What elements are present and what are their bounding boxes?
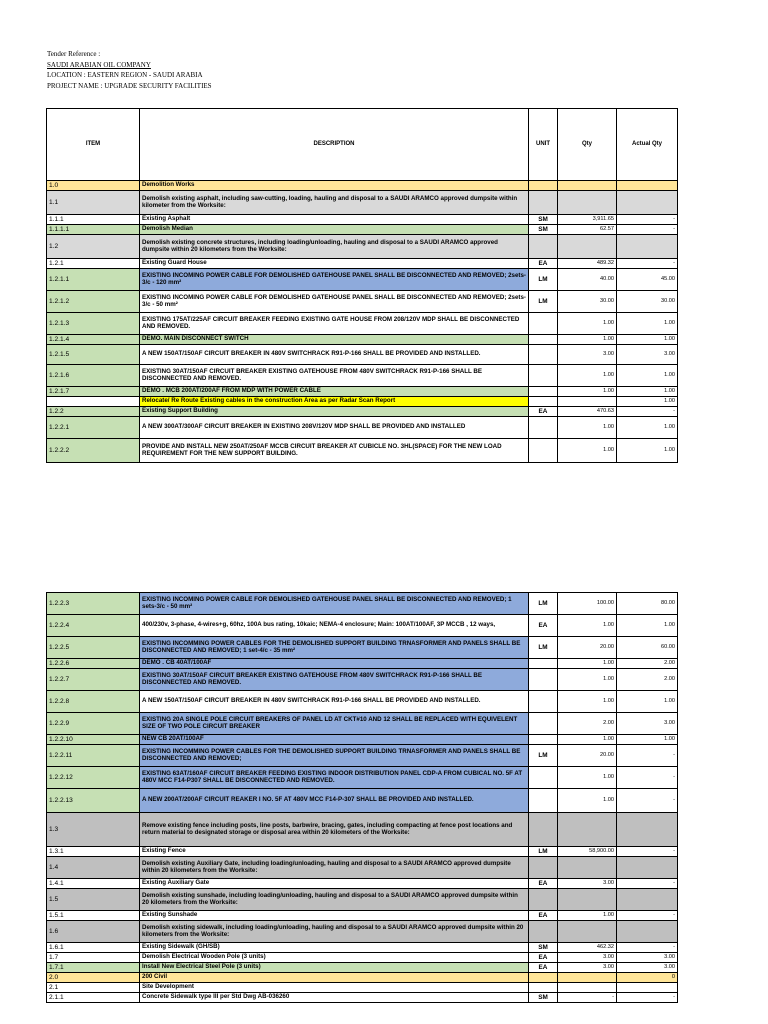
qty-cell: 1.00 [558,439,617,463]
item-cell: 1.6 [47,921,140,943]
item-cell: 1.2.2.4 [47,615,140,637]
qty-cell [558,397,617,407]
unit-cell [529,713,558,735]
table-row [47,615,678,637]
description-cell: DEMO . CB 40AT/100AF [140,659,529,669]
actual-qty-cell: 1.00 [617,735,678,745]
table-row [47,397,678,407]
item-cell: 1.2.1.6 [47,365,140,387]
actual-qty-cell: - [617,911,678,921]
item-cell: 1.2.2.3 [47,593,140,615]
item-cell: 1.1 [47,191,140,215]
qty-cell: 1.00 [558,789,617,813]
actual-qty-cell: 1.00 [617,691,678,713]
table-row [47,973,678,983]
unit-cell: SM [529,943,558,953]
unit-cell: EA [529,407,558,417]
table-row [47,735,678,745]
item-cell: 1.2.2.5 [47,637,140,659]
unit-cell: SM [529,225,558,235]
unit-cell [529,857,558,879]
description-cell: EXISTING 63AT/160AF CIRCUIT BREAKER FEEDING EXISTING INDOOR DISTRIBUTION PANEL CDP-A FROM CUBICAL NO. 5F AT 480V MCC F14-P307 SHALL BE DISCONNECTED AND REMOVED. [140,767,529,789]
actual-qty-cell: - [617,407,678,417]
qty-cell: 40.00 [558,269,617,291]
actual-qty-cell: - [617,225,678,235]
unit-cell: EA [529,615,558,637]
unit-cell [529,313,558,335]
table-row [47,417,678,439]
description-cell: A NEW 200AT/200AF CIRCUIT REAKER I NO. 5F AT 480V MCC F14-P-307 SHALL BE PROVIDED AND INSTALLED. [140,789,529,813]
qty-cell: 1.00 [558,767,617,789]
actual-qty-cell: 1.00 [617,615,678,637]
qty-cell: 58,900.00 [558,847,617,857]
table-row [47,813,678,847]
actual-qty-cell: 3.00 [617,963,678,973]
unit-cell [529,397,558,407]
item-cell: 1.2.1.3 [47,313,140,335]
item-cell: 1.3.1 [47,847,140,857]
actual-qty-cell: 3.00 [617,953,678,963]
item-cell: 1.2.1.1 [47,269,140,291]
unit-cell: SM [529,993,558,1003]
unit-cell [529,439,558,463]
description-cell: EXISTING INCOMMING POWER CABLES FOR THE DEMOLISHED SUPPORT BUILDING TRNASFORMER AND PANELS SHALL BE DISCONNECTED AND REMOVED; [140,745,529,767]
qty-cell: 2.00 [558,713,617,735]
table-row [47,713,678,735]
qty-cell: 3,911.65 [558,215,617,225]
table-row [47,345,678,365]
description-cell: Remove existing fence including posts, line posts, barbwire, bracing, gates, including compacting at fence post locations and return material to designated storage or disposal area within 20 kilometers of the Worksite: [140,813,529,847]
qty-cell [558,983,617,993]
item-cell: 1.2.2.1 [47,417,140,439]
description-cell: DEMO . MCB 200AT/200AF FROM MDP WITH POWER CABLE [140,387,529,397]
description-cell: DEMO. MAIN DISCONNECT SWITCH [140,335,529,345]
qty-cell: 3.00 [558,879,617,889]
item-cell: 1.7.1 [47,963,140,973]
table-row [47,745,678,767]
table-row [47,669,678,691]
description-cell: A NEW 150AT/150AF CIRCUIT BREAKER IN 480V SWITCHRACK R91-P-166 SHALL BE PROVIDED AND INSTALLED. [140,691,529,713]
table-row [47,259,678,269]
actual-qty-cell [617,921,678,943]
table-row [47,983,678,993]
col-actual-qty: Actual Qty [617,109,678,181]
table-row [47,407,678,417]
item-cell: 1.2.1.4 [47,335,140,345]
item-cell: 1.1.1.1 [47,225,140,235]
unit-cell [529,659,558,669]
actual-qty-cell: 3.00 [617,713,678,735]
actual-qty-cell: 1.00 [617,397,678,407]
item-cell: 1.2.2.7 [47,669,140,691]
description-cell: Existing Sunshade [140,911,529,921]
table-row [47,181,678,191]
table-row [47,659,678,669]
boq-table-1 [46,108,678,463]
qty-cell [558,191,617,215]
description-cell: Demolish Median [140,225,529,235]
actual-qty-cell: - [617,943,678,953]
table-header-row [47,109,678,181]
item-cell: 1.2.2.8 [47,691,140,713]
table-row [47,789,678,813]
description-cell: EXISTING INCOMING POWER CABLE FOR DEMOLISHED GATEHOUSE PANEL SHALL BE DISCONNECTED AND REMOVED; 1 sets-3/c - 50 mm² [140,593,529,615]
actual-qty-cell [617,191,678,215]
item-cell: 1.5.1 [47,911,140,921]
item-cell: 1.4 [47,857,140,879]
qty-cell: 1.00 [558,335,617,345]
item-cell: 1.2.1 [47,259,140,269]
description-cell: Existing Support Building [140,407,529,417]
table-row [47,767,678,789]
actual-qty-cell: - [617,847,678,857]
actual-qty-cell: - [617,993,678,1003]
unit-cell [529,417,558,439]
actual-qty-cell: 30.00 [617,291,678,313]
unit-cell: LM [529,291,558,313]
item-cell: 2.0 [47,973,140,983]
table-row [47,269,678,291]
actual-qty-cell [617,181,678,191]
unit-cell [529,973,558,983]
actual-qty-cell: 2.00 [617,669,678,691]
col-item: ITEM [47,109,140,181]
tender-reference: Tender Reference : [47,50,101,58]
item-cell [47,397,140,407]
qty-cell: 3.00 [558,963,617,973]
table-row [47,313,678,335]
qty-cell: 1.00 [558,365,617,387]
actual-qty-cell [617,813,678,847]
description-cell: EXISTING INCOMING POWER CABLE FOR DEMOLISHED GATEHOUSE PANEL SHALL BE DISCONNECTED AND REMOVED; 2sets-3/c - 50 mm² [140,291,529,313]
table-row [47,911,678,921]
qty-cell: 30.00 [558,291,617,313]
qty-cell: 1.00 [558,691,617,713]
unit-cell [529,921,558,943]
unit-cell [529,387,558,397]
qty-cell: 20.00 [558,637,617,659]
qty-cell: 489.32 [558,259,617,269]
item-cell: 1.2.2.11 [47,745,140,767]
unit-cell: EA [529,963,558,973]
qty-cell: 470.63 [558,407,617,417]
unit-cell [529,983,558,993]
unit-cell: EA [529,879,558,889]
description-cell: Site Development [140,983,529,993]
description-cell: Demolish Electrical Wooden Pole (3 units) [140,953,529,963]
item-cell: 1.4.1 [47,879,140,889]
description-cell: EXISTING 20A SINGLE POLE CIRCUIT BREAKERS OF PANEL LD AT CKT#10 AND 12 SHALL BE REPLACED WITH EQUIVELENT SIZE OF TWO POLE CIRCUIT BREAKER [140,713,529,735]
item-cell: 1.2.2.13 [47,789,140,813]
qty-cell [558,181,617,191]
item-cell: 1.2.2.9 [47,713,140,735]
project-name: PROJECT NAME : UPGRADE SECURITY FACILITIES [47,81,212,90]
description-cell: EXISTING 30AT/150AF CIRCUIT BREAKER EXISTING GATEHOUSE FROM 480V SWITCHRACK R91-P-166 SHALL BE DISCONNECTED AND REMOVED. [140,365,529,387]
description-cell: Existing Asphalt [140,215,529,225]
actual-qty-cell: - [617,879,678,889]
actual-qty-cell: - [617,215,678,225]
actual-qty-cell: - [617,767,678,789]
unit-cell [529,789,558,813]
item-cell: 1.5 [47,889,140,911]
qty-cell: 100.00 [558,593,617,615]
description-cell: Relocate/ Re Route Existing cables in the construction Area as per Radar Scan Report [140,397,529,407]
table-row [47,335,678,345]
actual-qty-cell: 1.00 [617,365,678,387]
table-row [47,593,678,615]
item-cell: 1.2.2.12 [47,767,140,789]
description-cell: A NEW 300AT/300AF CIRCUIT BREAKER IN EXISTING 208V/120V MDP SHALL BE PROVIDED AND INSTALLED [140,417,529,439]
qty-cell: - [558,993,617,1003]
item-cell: 1.2.2.10 [47,735,140,745]
unit-cell: LM [529,269,558,291]
location: LOCATION : EASTERN REGION - SAUDI ARABIA [47,71,203,79]
item-cell: 1.1.1 [47,215,140,225]
actual-qty-cell: 60.00 [617,637,678,659]
actual-qty-cell: 1.00 [617,335,678,345]
company-name: SAUDI ARABIAN OIL COMPANY [47,60,151,69]
actual-qty-cell: 3.00 [617,345,678,365]
unit-cell: EA [529,953,558,963]
col-qty: Qty [558,109,617,181]
description-cell: Demolish existing asphalt, including saw-cutting, loading, hauling and disposal to a SAUDI ARAMCO approved dumpsite within kilometer from the Worksite: [140,191,529,215]
col-description: DESCRIPTION [140,109,529,181]
qty-cell: 1.00 [558,387,617,397]
actual-qty-cell: 0 [617,973,678,983]
table-row [47,921,678,943]
qty-cell: 1.00 [558,659,617,669]
actual-qty-cell [617,983,678,993]
description-cell: PROVIDE AND INSTALL NEW 250AT/250AF MCCB CIRCUIT BREAKER AT CUBICLE NO. 3HL(SPACE) FOR THE NEW LOAD REQUIREMENT FOR THE NEW SUPPORT BUILDING. [140,439,529,463]
description-cell: EXISTING INCOMING POWER CABLE FOR DEMOLISHED GATEHOUSE PANEL SHALL BE DISCONNECTED AND REMOVED; 2sets-3/c - 120 mm² [140,269,529,291]
qty-cell: 20.00 [558,745,617,767]
description-cell: Demolish existing Auxiliary Gate, including loading/unloading, hauling and disposal to a SAUDI ARAMCO approved dumpsite within 20 kilometers from the Worksite: [140,857,529,879]
qty-cell: 1.00 [558,615,617,637]
table-row [47,943,678,953]
unit-cell: LM [529,847,558,857]
unit-cell [529,889,558,911]
table-row [47,637,678,659]
description-cell: 200 Civil [140,973,529,983]
qty-cell: 3.00 [558,953,617,963]
table-row [47,889,678,911]
table-row [47,291,678,313]
item-cell: 1.2.2.2 [47,439,140,463]
description-cell: Demolition Works [140,181,529,191]
actual-qty-cell: 80.00 [617,593,678,615]
unit-cell [529,735,558,745]
qty-cell: 1.00 [558,735,617,745]
qty-cell [558,889,617,911]
unit-cell [529,767,558,789]
unit-cell [529,181,558,191]
item-cell: 1.7 [47,953,140,963]
actual-qty-cell: - [617,745,678,767]
item-cell: 1.2.1.7 [47,387,140,397]
qty-cell [558,235,617,259]
unit-cell [529,235,558,259]
table-row [47,215,678,225]
unit-cell: SM [529,215,558,225]
item-cell: 1.3 [47,813,140,847]
qty-cell [558,813,617,847]
description-cell: EXISTING INCOMMING POWER CABLES FOR THE DEMOLISHED SUPPORT BUILDING TRNASFORMER AND PANELS SHALL BE DISCONNECTED AND REMOVED; 1 set-4/c - 35 mm² [140,637,529,659]
description-cell: NEW CB 20AT/100AF [140,735,529,745]
table-row [47,847,678,857]
qty-cell [558,973,617,983]
qty-cell: 1.00 [558,911,617,921]
table-row [47,857,678,879]
item-cell: 1.0 [47,181,140,191]
unit-cell [529,335,558,345]
qty-cell: 62.57 [558,225,617,235]
col-unit: UNIT [529,109,558,181]
table-row [47,191,678,215]
actual-qty-cell: 1.00 [617,439,678,463]
unit-cell [529,669,558,691]
description-cell: Demolish existing sidewalk, including loading/unloading, hauling and disposal to a SAUDI ARAMCO approved dumpsite within 20 kilometers from the Worksite: [140,921,529,943]
table-row [47,963,678,973]
description-cell: Demolish existing concrete structures, including loading/unloading, hauling and disposal to a SAUDI ARAMCO approved dumpsite within 20 kilometers from the Worksite: [140,235,529,259]
unit-cell: EA [529,911,558,921]
item-cell: 1.2 [47,235,140,259]
table-row [47,387,678,397]
unit-cell: EA [529,259,558,269]
table-row [47,235,678,259]
unit-cell [529,365,558,387]
table-row [47,879,678,889]
qty-cell [558,857,617,879]
unit-cell: LM [529,593,558,615]
item-cell: 1.2.1.5 [47,345,140,365]
item-cell: 1.2.1.2 [47,291,140,313]
actual-qty-cell [617,889,678,911]
item-cell: 1.6.1 [47,943,140,953]
actual-qty-cell: 45.00 [617,269,678,291]
actual-qty-cell: - [617,259,678,269]
qty-cell [558,921,617,943]
qty-cell: 1.00 [558,417,617,439]
unit-cell [529,813,558,847]
document-header [47,49,212,91]
actual-qty-cell: - [617,789,678,813]
actual-qty-cell: 1.00 [617,417,678,439]
actual-qty-cell [617,235,678,259]
qty-cell: 1.00 [558,669,617,691]
description-cell: Concrete Sidewalk type III per Std Dwg AB-036260 [140,993,529,1003]
description-cell: Existing Fence [140,847,529,857]
description-cell: Demolish existing sunshade, including loading/unloading, hauling and disposal to a SAUDI ARAMCO approved dumpsite within 20 kilometers from the Worksite: [140,889,529,911]
item-cell: 1.2.2 [47,407,140,417]
qty-cell: 462.32 [558,943,617,953]
description-cell: Existing Auxiliary Gate [140,879,529,889]
description-cell: Existing Sidewalk (GH/SB) [140,943,529,953]
actual-qty-cell: 2.00 [617,659,678,669]
unit-cell [529,345,558,365]
item-cell: 2.1 [47,983,140,993]
table-row [47,225,678,235]
qty-cell: 3.00 [558,345,617,365]
table-row [47,691,678,713]
boq-table-2 [46,592,678,1003]
unit-cell [529,191,558,215]
description-cell: Existing Guard House [140,259,529,269]
table-row [47,953,678,963]
description-cell: EXISTING 175AT/225AF CIRCUIT BREAKER FEEDING EXISTING GATE HOUSE FROM 208/120V MDP SHALL BE DISCONNECTED AND REMOVED. [140,313,529,335]
item-cell: 1.2.2.6 [47,659,140,669]
actual-qty-cell: 1.00 [617,313,678,335]
actual-qty-cell [617,857,678,879]
table-row [47,993,678,1003]
unit-cell: LM [529,637,558,659]
table-row [47,365,678,387]
item-cell: 2.1.1 [47,993,140,1003]
unit-cell [529,691,558,713]
qty-cell: 1.00 [558,313,617,335]
description-cell: 400/230v, 3-phase, 4-wires+g, 60hz, 100A bus rating, 10kaic; NEMA-4 enclosure; Main: 100AT/100AF, 3P MCCB , 12 ways, [140,615,529,637]
description-cell: Install New Electrical Steel Pole (3 units) [140,963,529,973]
table-row [47,439,678,463]
description-cell: A NEW 150AT/150AF CIRCUIT BREAKER IN 480V SWITCHRACK R91-P-166 SHALL BE PROVIDED AND INSTALLED. [140,345,529,365]
actual-qty-cell: 1.00 [617,387,678,397]
description-cell: EXISTING 30AT/150AF CIRCUIT BREAKER EXISTING GATEHOUSE FROM 480V SWITCHRACK R91-P-166 SHALL BE DISCONNECTED AND REMOVED. [140,669,529,691]
unit-cell: LM [529,745,558,767]
